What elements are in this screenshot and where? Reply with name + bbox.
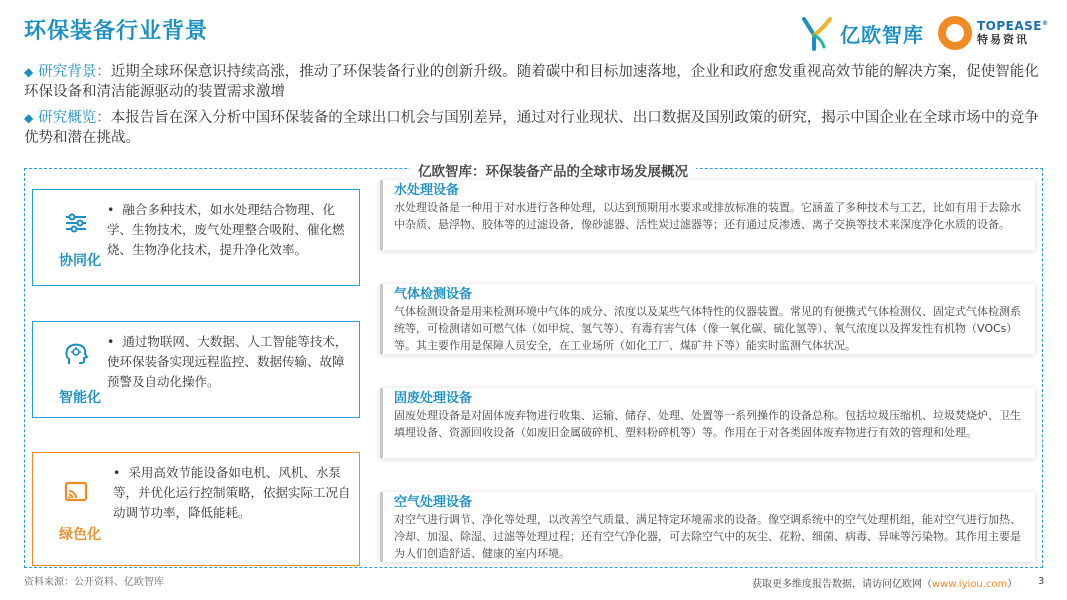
cast-icon [63, 479, 89, 505]
footer-source: 资料来源：公开资料、亿欧智库 [24, 577, 164, 588]
sliders-icon [63, 210, 89, 236]
card-text: 气体检测设备是用来检测环境中气体的成分、浓度以及某些气体特性的仪器装置。常见的有便携式气体检测仪、固定式气体检测系统等，可检测诸如可燃气体（如甲烷、氢气等）、有毒有害气体（像一氧化碳、硫化氢等）、氧气浓度以及挥发性有机物（VOCs）等。其主要作用是保障人员安全，在工业场所（如化工厂、煤矿井下等）能实时监测气体状况。 [394, 305, 1021, 352]
card-text: 固废处理设备是对固体废弃物进行收集、运输、储存、处理、处置等一系列操作的设备总称。包括垃圾压缩机、垃圾焚烧炉、卫生填埋设备、资源回收设备（如废旧金属破碎机、塑料粉碎机等）等。作用在于对各类固体废弃物进行有效的管理和处理。 [394, 409, 1021, 439]
card-title: 水处理设备 [394, 183, 460, 198]
card-air-treatment [380, 492, 1035, 562]
topease-mark-icon [938, 16, 972, 50]
frame-title: 亿欧智库：环保装备产品的全球市场发展概况 [410, 160, 696, 180]
card-gas-detection [380, 284, 1035, 354]
bullet-dot-icon: • [107, 334, 115, 349]
feature-intelligent [32, 321, 360, 418]
feature-text: 融合多种技术，如水处理结合物理、化学、生物技术，废气处理整合吸附、催化燃烧、生物净化技术，提升净化效率。 [107, 202, 345, 257]
intro-background [24, 62, 1049, 102]
bullet-dot-icon: • [107, 202, 115, 217]
intro-head: 研究背景： [38, 64, 111, 80]
card-text: 对空气进行调节、净化等处理，以改善空气质量、满足特定环境需求的设备。像空调系统中的空气处理机组，能对空气进行加热、冷却、加湿、除湿、过滤等处理过程；还有空气净化器，可去除空气中的灰尘、花粉、细菌、病毒、异味等污染物。其作用主要是为人们创造舒适、健康的室内环境。 [394, 513, 1021, 560]
feature-collaborative [32, 189, 360, 286]
intro-head: 研究概览： [38, 110, 111, 126]
footer-cta-suffix: ） [1007, 579, 1018, 590]
card-text: 水处理设备是一种用于对水进行各种处理，以达到预期用水要求或排放标准的装置。它涵盖了多种技术与工艺，比如有用于去除水中杂质、悬浮物、胶体等的过滤设备，像砂滤器、活性炭过滤器等；还有通过反渗透、离子交换等技术来深度净化水质的设备。 [394, 201, 1021, 231]
feature-label: 绿色化 [59, 527, 101, 543]
ai-head-icon [63, 342, 89, 368]
feature-text: 通过物联网、大数据、人工智能等技术，使环保装备实现远程监控、数据传输、故障预警及自动化操作。 [107, 334, 348, 389]
yiou-logo [800, 14, 924, 52]
diamond-bullet-icon: ◆ [24, 65, 34, 79]
page-title: 环保装备行业背景 [24, 19, 209, 44]
footer-link[interactable]: www.iyiou.com [932, 579, 1008, 590]
topease-logo [938, 14, 1049, 52]
card-water-treatment [380, 180, 1035, 250]
topease-logo-cn: 特易资讯 [977, 32, 1029, 46]
topease-registered: ® [1042, 20, 1049, 28]
card-title: 空气处理设备 [394, 495, 473, 510]
page-number: 3 [1038, 576, 1045, 587]
card-title: 气体检测设备 [394, 287, 473, 302]
intro-text: 近期全球环保意识持续高涨，推动了环保装备行业的创新升级。随着碳中和目标加速落地，企业和政府愈发重视高效节能的解决方案，促使智能化环保设备和清洁能源驱动的装置需求激增 [24, 64, 1039, 100]
feature-text: 采用高效节能设备如电机、风机、水泵等，并优化运行控制策略，依据实际工况自动调节功率，降低能耗。 [113, 465, 351, 520]
feature-green [32, 452, 360, 566]
feature-label: 智能化 [59, 390, 101, 406]
yiou-mark-icon [800, 15, 836, 51]
intro-overview [24, 108, 1049, 148]
footer-cta [752, 575, 1017, 590]
card-title: 固废处理设备 [394, 391, 473, 406]
diamond-bullet-icon: ◆ [24, 111, 34, 125]
yiou-logo-text: 亿欧智库 [840, 22, 924, 47]
topease-logo-text: TOPEASE [977, 19, 1043, 34]
footer-cta-prefix: 获取更多维度报告数据，请访问亿欧网（ [752, 579, 932, 590]
card-solid-waste [380, 388, 1035, 458]
feature-label: 协同化 [59, 253, 101, 269]
intro-text: 本报告旨在深入分析中国环保装备的全球出口机会与国别差异，通过对行业现状、出口数据及国别政策的研究，揭示中国企业在全球市场中的竞争优势和潜在挑战。 [24, 110, 1039, 146]
bullet-dot-icon: • [113, 465, 121, 480]
